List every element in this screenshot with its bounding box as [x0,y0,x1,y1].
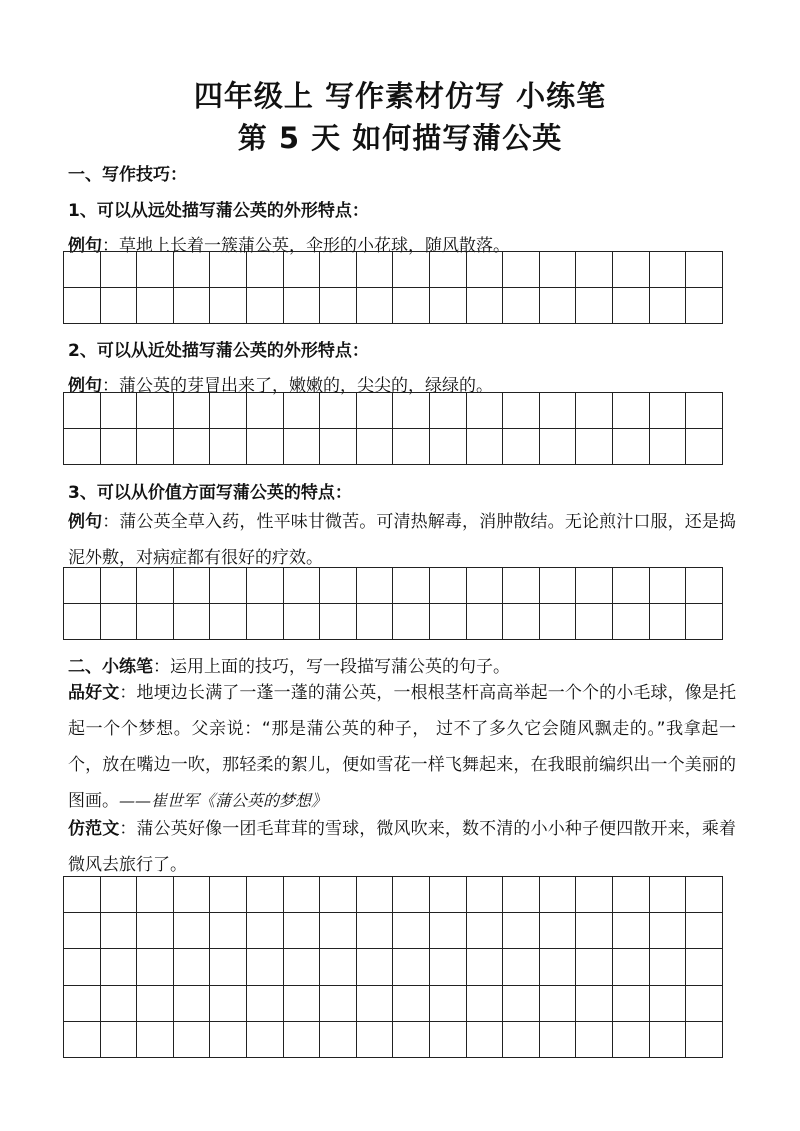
grid-cell[interactable] [64,913,101,949]
grid-cell[interactable] [576,913,613,949]
grid-cell[interactable] [64,393,101,429]
grid-cell[interactable] [357,288,394,324]
grid-cell[interactable] [650,288,687,324]
grid-cell[interactable] [210,393,247,429]
example-text: ：草地上长着一簇蒲公英，伞形的小花球，随风散落。 [102,236,510,256]
grid-cell[interactable] [467,604,504,640]
grid-cell[interactable] [284,877,321,913]
grid-cell[interactable] [686,949,723,985]
writing-grid-2[interactable] [63,392,723,465]
grid-cell[interactable] [210,429,247,465]
grid-cell[interactable] [576,429,613,465]
grid-cell[interactable] [467,986,504,1022]
grid-cell[interactable] [247,949,284,985]
imitation-label: 仿范文 [68,819,120,839]
grid-cell[interactable] [650,986,687,1022]
grid-cell[interactable] [284,252,321,288]
grid-cell[interactable] [137,429,174,465]
grid-cell[interactable] [247,252,284,288]
grid-cell[interactable] [174,568,211,604]
grid-cell[interactable] [101,949,138,985]
grid-cell[interactable] [210,604,247,640]
grid-cell[interactable] [174,604,211,640]
grid-cell[interactable] [64,949,101,985]
grid-cell[interactable] [540,393,577,429]
grid-cell[interactable] [650,877,687,913]
grid-cell[interactable] [650,393,687,429]
grid-cell[interactable] [576,568,613,604]
grid-cell[interactable] [540,986,577,1022]
grid-row [64,913,723,949]
grid-cell[interactable] [686,986,723,1022]
grid-cell[interactable] [613,913,650,949]
grid-cell[interactable] [357,1022,394,1058]
grid-cell[interactable] [174,913,211,949]
grid-cell[interactable] [101,393,138,429]
grid-cell[interactable] [503,877,540,913]
grid-cell[interactable] [357,986,394,1022]
grid-cell[interactable] [650,568,687,604]
grid-row [64,429,723,465]
grid-row [64,604,723,640]
grid-cell[interactable] [430,429,467,465]
grid-cell[interactable] [503,1022,540,1058]
grid-cell[interactable] [613,568,650,604]
grid-cell[interactable] [393,986,430,1022]
grid-cell[interactable] [430,986,467,1022]
grid-cell[interactable] [64,429,101,465]
grid-cell[interactable] [686,393,723,429]
grid-cell[interactable] [247,986,284,1022]
grid-row [64,877,723,913]
grid-cell[interactable] [64,986,101,1022]
grid-cell[interactable] [284,288,321,324]
grid-cell[interactable] [247,877,284,913]
grid-cell[interactable] [393,252,430,288]
grid-cell[interactable] [686,568,723,604]
grid-cell[interactable] [686,288,723,324]
grid-cell[interactable] [503,604,540,640]
grid-cell[interactable] [467,288,504,324]
grid-cell[interactable] [247,1022,284,1058]
grid-cell[interactable] [101,429,138,465]
good-text-citation: ——崔世军《蒲公英的梦想》 [119,791,328,810]
grid-cell[interactable] [503,429,540,465]
grid-cell[interactable] [101,913,138,949]
grid-cell[interactable] [503,252,540,288]
grid-cell[interactable] [357,913,394,949]
grid-cell[interactable] [467,913,504,949]
page-subtitle: 第 5 天 如何描写蒲公英 [237,121,563,155]
grid-cell[interactable] [393,393,430,429]
grid-cell[interactable] [576,288,613,324]
grid-cell[interactable] [101,252,138,288]
grid-cell[interactable] [540,252,577,288]
grid-cell[interactable] [540,913,577,949]
good-text-label: 品好文 [68,683,120,703]
grid-cell[interactable] [686,604,723,640]
grid-cell[interactable] [650,252,687,288]
grid-cell[interactable] [686,877,723,913]
grid-cell[interactable] [430,877,467,913]
grid-cell[interactable] [174,429,211,465]
grid-cell[interactable] [247,604,284,640]
grid-cell[interactable] [137,877,174,913]
grid-cell[interactable] [467,877,504,913]
section-heading-techniques: 一、写作技巧： [68,165,187,185]
grid-cell[interactable] [576,949,613,985]
grid-cell[interactable] [686,429,723,465]
grid-cell[interactable] [137,1022,174,1058]
grid-cell[interactable] [540,429,577,465]
grid-cell[interactable] [613,252,650,288]
grid-cell[interactable] [393,568,430,604]
good-text-paragraph [68,675,736,819]
grid-cell[interactable] [284,986,321,1022]
grid-cell[interactable] [540,288,577,324]
practice-instruction [68,652,510,677]
imitation-body: ：蒲公英好像一团毛茸茸的雪球，微风吹来，数不清的小小种子便四散开来，乘着微风去旅行了。 [68,819,737,875]
grid-cell[interactable] [284,568,321,604]
grid-cell[interactable] [64,604,101,640]
grid-cell[interactable] [576,877,613,913]
grid-cell[interactable] [247,568,284,604]
grid-cell[interactable] [503,393,540,429]
grid-cell[interactable] [320,986,357,1022]
grid-cell[interactable] [210,252,247,288]
grid-cell[interactable] [503,913,540,949]
grid-cell[interactable] [540,568,577,604]
grid-row [64,1022,723,1058]
technique-heading-2: 2、可以从近处描写蒲公英的外形特点： [68,341,369,361]
grid-cell[interactable] [357,604,394,640]
example-label: 例句 [68,236,102,256]
grid-cell[interactable] [210,568,247,604]
grid-cell[interactable] [357,877,394,913]
good-text-body: ：地埂边长满了一蓬一蓬的蒲公英，一根根茎杆高高举起一个个的小毛球，像是托起一个个梦想。父亲说：“那是蒲公英的种子， 过不了多久它会随风飘走的。”我拿起一个，放在嘴边一吹，那轻柔的絮儿，便如雪花一样飞舞起来，在我眼前编织出一个美丽的图画。 [68,683,737,811]
grid-cell[interactable] [430,604,467,640]
grid-cell[interactable] [393,604,430,640]
grid-cell[interactable] [247,288,284,324]
example-sentence-3 [68,504,736,576]
grid-cell[interactable] [393,949,430,985]
grid-cell[interactable] [284,429,321,465]
grid-cell[interactable] [613,393,650,429]
grid-cell[interactable] [540,949,577,985]
grid-row [64,568,723,604]
grid-cell[interactable] [320,393,357,429]
grid-cell[interactable] [137,949,174,985]
grid-cell[interactable] [393,1022,430,1058]
grid-cell[interactable] [430,949,467,985]
grid-cell[interactable] [393,288,430,324]
grid-cell[interactable] [540,1022,577,1058]
grid-cell[interactable] [320,252,357,288]
grid-cell[interactable] [284,949,321,985]
grid-cell[interactable] [247,393,284,429]
grid-cell[interactable] [320,288,357,324]
grid-cell[interactable] [467,949,504,985]
grid-cell[interactable] [174,288,211,324]
grid-cell[interactable] [430,1022,467,1058]
grid-cell[interactable] [137,288,174,324]
grid-cell[interactable] [137,604,174,640]
technique-heading-3: 3、可以从价值方面写蒲公英的特点： [68,483,352,503]
grid-cell[interactable] [393,877,430,913]
grid-row [64,393,723,429]
grid-cell[interactable] [284,393,321,429]
example-text: ：蒲公英的芽冒出来了，嫩嫩的，尖尖的，绿绿的。 [102,376,493,396]
grid-cell[interactable] [64,288,101,324]
grid-cell[interactable] [613,604,650,640]
grid-cell[interactable] [686,252,723,288]
grid-cell[interactable] [613,877,650,913]
grid-cell[interactable] [137,913,174,949]
grid-cell[interactable] [467,429,504,465]
grid-cell[interactable] [540,604,577,640]
grid-cell[interactable] [357,568,394,604]
grid-cell[interactable] [357,252,394,288]
grid-cell[interactable] [101,604,138,640]
grid-cell[interactable] [357,429,394,465]
grid-cell[interactable] [210,949,247,985]
grid-cell[interactable] [284,1022,321,1058]
grid-cell[interactable] [576,393,613,429]
grid-cell[interactable] [430,913,467,949]
grid-cell[interactable] [613,986,650,1022]
grid-cell[interactable] [576,986,613,1022]
grid-cell[interactable] [613,288,650,324]
example-text: ：蒲公英全草入药，性平味甘微苦。可清热解毒，消肿散结。无论煎汁口服，还是捣泥外敷，对病症都有很好的疗效。 [68,512,737,568]
grid-cell[interactable] [650,949,687,985]
grid-cell[interactable] [320,568,357,604]
grid-cell[interactable] [393,913,430,949]
grid-cell[interactable] [576,1022,613,1058]
grid-cell[interactable] [503,986,540,1022]
grid-cell[interactable] [64,877,101,913]
grid-cell[interactable] [576,604,613,640]
grid-cell[interactable] [320,429,357,465]
grid-cell[interactable] [393,429,430,465]
grid-cell[interactable] [613,949,650,985]
grid-cell[interactable] [174,1022,211,1058]
grid-cell[interactable] [174,393,211,429]
grid-cell[interactable] [284,913,321,949]
writing-grid-4[interactable] [63,876,723,1058]
grid-cell[interactable] [101,568,138,604]
grid-cell[interactable] [210,288,247,324]
grid-cell[interactable] [210,877,247,913]
grid-cell[interactable] [101,1022,138,1058]
grid-cell[interactable] [467,393,504,429]
grid-cell[interactable] [137,986,174,1022]
practice-instruction-text: ：运用上面的技巧，写一段描写蒲公英的句子。 [153,657,510,677]
grid-cell[interactable] [503,568,540,604]
imitation-paragraph [68,811,736,883]
grid-cell[interactable] [650,913,687,949]
grid-cell[interactable] [540,877,577,913]
grid-row [64,252,723,288]
grid-cell[interactable] [174,986,211,1022]
grid-cell[interactable] [576,252,613,288]
grid-cell[interactable] [430,393,467,429]
writing-grid-3[interactable] [63,567,723,640]
grid-cell[interactable] [247,429,284,465]
grid-cell[interactable] [174,949,211,985]
grid-cell[interactable] [613,429,650,465]
technique-heading-1: 1、可以从远处描写蒲公英的外形特点： [68,201,369,221]
grid-cell[interactable] [686,1022,723,1058]
grid-cell[interactable] [174,877,211,913]
grid-cell[interactable] [613,1022,650,1058]
grid-cell[interactable] [650,1022,687,1058]
grid-cell[interactable] [137,252,174,288]
grid-cell[interactable] [137,568,174,604]
grid-cell[interactable] [210,1022,247,1058]
grid-cell[interactable] [174,252,211,288]
example-label: 例句 [68,512,103,532]
grid-cell[interactable] [284,604,321,640]
grid-cell[interactable] [64,252,101,288]
grid-cell[interactable] [101,877,138,913]
grid-cell[interactable] [503,949,540,985]
grid-cell[interactable] [467,1022,504,1058]
grid-cell[interactable] [64,568,101,604]
grid-cell[interactable] [503,288,540,324]
grid-cell[interactable] [430,288,467,324]
grid-cell[interactable] [467,568,504,604]
example-label: 例句 [68,376,102,396]
grid-row [64,288,723,324]
grid-cell[interactable] [650,429,687,465]
grid-cell[interactable] [320,877,357,913]
section-heading-practice: 二、小练笔 [68,657,153,677]
grid-cell[interactable] [467,252,504,288]
grid-cell[interactable] [320,1022,357,1058]
writing-grid-1[interactable] [63,251,723,324]
grid-cell[interactable] [357,949,394,985]
grid-cell[interactable] [430,568,467,604]
grid-cell[interactable] [210,986,247,1022]
grid-cell[interactable] [320,604,357,640]
grid-cell[interactable] [357,393,394,429]
grid-cell[interactable] [137,393,174,429]
grid-cell[interactable] [650,604,687,640]
grid-cell[interactable] [210,913,247,949]
grid-cell[interactable] [247,913,284,949]
grid-cell[interactable] [686,913,723,949]
grid-cell[interactable] [101,288,138,324]
grid-cell[interactable] [430,252,467,288]
grid-row [64,986,723,1022]
grid-cell[interactable] [320,913,357,949]
grid-cell[interactable] [320,949,357,985]
page-title: 四年级上 写作素材仿写 小练笔 [193,79,607,113]
grid-cell[interactable] [64,1022,101,1058]
grid-row [64,949,723,985]
grid-cell[interactable] [101,986,138,1022]
